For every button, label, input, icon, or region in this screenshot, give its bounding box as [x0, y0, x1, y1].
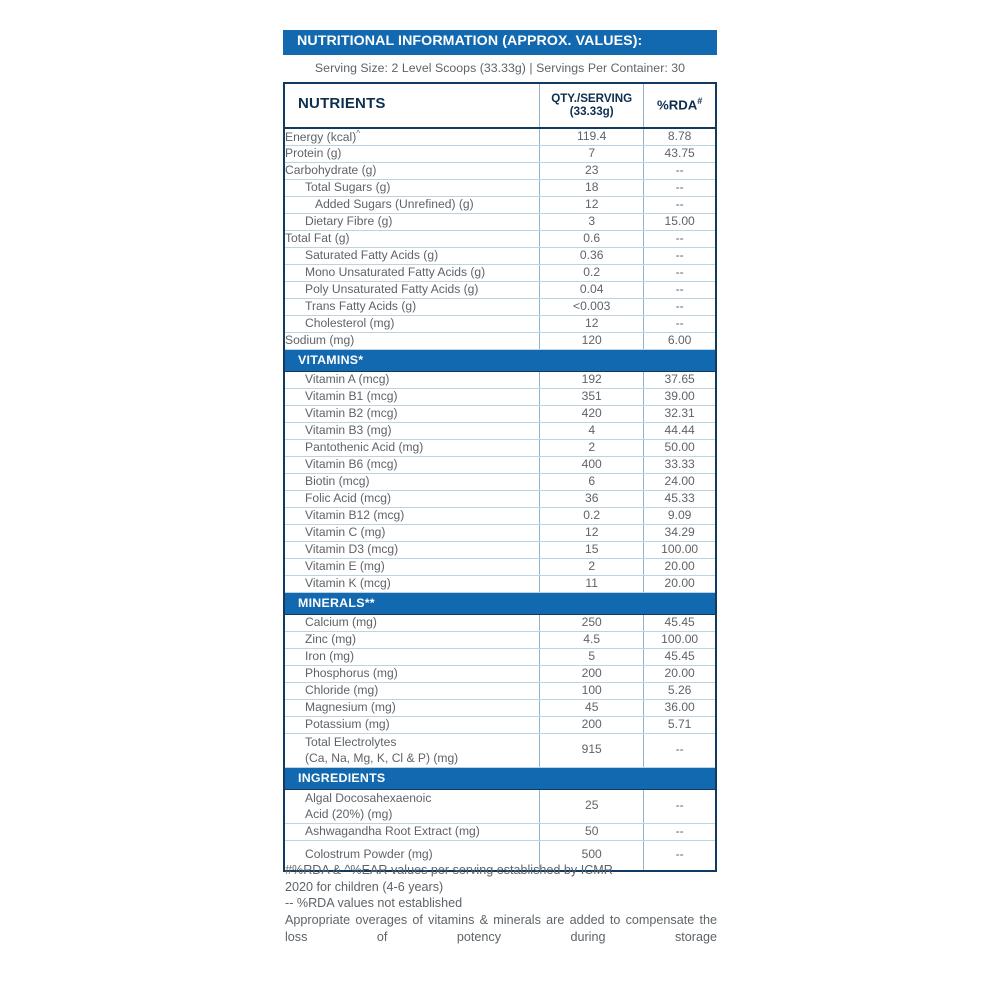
column-header-qty-line2: (33.33g) — [569, 104, 614, 118]
nutrition-table — [285, 84, 715, 870]
footnote-line: Appropriate overages of vitamins & minerals are added to compensate the loss of potency during storage — [285, 913, 717, 944]
nutrient-name: Vitamin B1 (mcg) — [285, 388, 540, 405]
nutrient-rda-value: 45.45 — [644, 648, 715, 665]
table-row — [285, 507, 715, 524]
table-row — [285, 558, 715, 575]
column-header-rda — [644, 84, 715, 128]
nutrient-name: Saturated Fatty Acids (g) — [285, 247, 540, 264]
nutrient-rda-value: 44.44 — [644, 422, 715, 439]
nutrient-rda-value: 43.75 — [644, 145, 715, 162]
nutrient-qty-value: 0.04 — [540, 281, 644, 298]
nutrient-qty-value: 0.6 — [540, 230, 644, 247]
nutrient-name: Mono Unsaturated Fatty Acids (g) — [285, 264, 540, 281]
column-header-rda-label: %RDA — [657, 97, 698, 113]
table-row — [285, 789, 715, 823]
nutrient-rda-value: 100.00 — [644, 631, 715, 648]
table-row — [285, 823, 715, 840]
nutrient-rda-value: -- — [644, 281, 715, 298]
nutrition-panel — [283, 30, 717, 872]
nutrient-rda-value: -- — [644, 162, 715, 179]
table-row — [285, 230, 715, 247]
nutrient-name: Total Sugars (g) — [285, 179, 540, 196]
nutrient-qty-value: 36 — [540, 490, 644, 507]
nutrient-rda-value: -- — [644, 733, 715, 767]
table-header-row — [285, 84, 715, 128]
nutrient-name: Chloride (mg) — [285, 682, 540, 699]
nutrient-name: Algal Docosahexaenoic Acid (20%) (mg) — [285, 789, 540, 823]
column-header-qty-line1: QTY./SERVING — [551, 91, 633, 105]
nutrient-name: Vitamin B6 (mcg) — [285, 456, 540, 473]
table-row — [285, 388, 715, 405]
nutrient-name: Iron (mg) — [285, 648, 540, 665]
nutrient-qty-value: 45 — [540, 699, 644, 716]
nutrient-rda-value: -- — [644, 196, 715, 213]
nutrient-rda-value: 39.00 — [644, 388, 715, 405]
table-row — [285, 648, 715, 665]
nutrient-rda-value: 20.00 — [644, 665, 715, 682]
nutrient-name: Vitamin B12 (mcg) — [285, 507, 540, 524]
nutrient-qty-value: 18 — [540, 179, 644, 196]
nutrient-rda-value: 50.00 — [644, 439, 715, 456]
nutrient-qty-value: 11 — [540, 575, 644, 592]
nutrient-qty-value: 0.2 — [540, 507, 644, 524]
column-header-qty-per-serving — [540, 84, 644, 128]
nutrient-qty-value: 119.4 — [540, 128, 644, 145]
nutrient-qty-value: 2 — [540, 558, 644, 575]
nutrient-rda-value: -- — [644, 179, 715, 196]
table-row — [285, 371, 715, 388]
table-row — [285, 405, 715, 422]
table-row — [285, 524, 715, 541]
table-header — [285, 84, 715, 128]
table-row — [285, 665, 715, 682]
nutrient-rda-value: -- — [644, 230, 715, 247]
nutrient-qty-value: 50 — [540, 823, 644, 840]
nutrient-rda-value: 37.65 — [644, 371, 715, 388]
nutrient-qty-value: 200 — [540, 665, 644, 682]
table-row — [285, 575, 715, 592]
footnote-line: #%RDA & ^%EAR values per serving established by ICMR — [285, 863, 613, 877]
nutrient-rda-value: -- — [644, 264, 715, 281]
nutrient-rda-value: -- — [644, 315, 715, 332]
nutrient-qty-value: 23 — [540, 162, 644, 179]
nutrient-rda-value: -- — [644, 823, 715, 840]
table-row — [285, 247, 715, 264]
nutrient-rda-value: -- — [644, 840, 715, 870]
nutrient-rda-value: 20.00 — [644, 575, 715, 592]
nutrient-qty-value: 6 — [540, 473, 644, 490]
nutrient-name: Energy (kcal)^ — [285, 128, 540, 145]
table-row — [285, 490, 715, 507]
table-section-header — [285, 592, 715, 614]
table-row — [285, 456, 715, 473]
table-row — [285, 315, 715, 332]
nutrient-name: Phosphorus (mg) — [285, 665, 540, 682]
rda-footnote-marker: # — [697, 96, 703, 106]
nutrient-name: Colostrum Powder (mg) — [305, 847, 433, 862]
table-row — [285, 541, 715, 558]
nutrient-rda-value: 34.29 — [644, 524, 715, 541]
nutrient-qty-value: 192 — [540, 371, 644, 388]
nutrient-name: Calcium (mg) — [285, 614, 540, 631]
footnote-line: 2020 for children (4-6 years) — [285, 879, 444, 894]
nutrient-name: Carbohydrate (g) — [285, 162, 540, 179]
nutrient-qty-value: 4.5 — [540, 631, 644, 648]
nutrient-qty-value: 7 — [540, 145, 644, 162]
nutrient-qty-value: 250 — [540, 614, 644, 631]
nutrient-rda-value: 5.71 — [644, 716, 715, 733]
nutrient-qty-value: 420 — [540, 405, 644, 422]
nutrient-name: Ashwagandha Root Extract (mg) — [285, 823, 540, 840]
footnotes — [285, 862, 717, 962]
nutrient-qty-value: 0.2 — [540, 264, 644, 281]
table-row — [285, 439, 715, 456]
nutrient-qty-value: 15 — [540, 541, 644, 558]
footnote-line: -- %RDA values not established — [285, 896, 463, 911]
nutrient-name: Cholesterol (mg) — [285, 315, 540, 332]
nutrient-qty-value: 4 — [540, 422, 644, 439]
section-header-label: INGREDIENTS — [285, 767, 715, 789]
nutrient-name: Potassium (mg) — [285, 716, 540, 733]
nutrient-qty-value: 5 — [540, 648, 644, 665]
nutrient-name: Vitamin D3 (mcg) — [285, 541, 540, 558]
table-row — [285, 196, 715, 213]
nutrient-name: Folic Acid (mcg) — [285, 490, 540, 507]
nutrient-rda-value: 24.00 — [644, 473, 715, 490]
table-row — [285, 145, 715, 162]
nutrient-rda-value: 100.00 — [644, 541, 715, 558]
nutrient-name: Vitamin B3 (mg) — [285, 422, 540, 439]
nutrient-name: Sodium (mg) — [285, 332, 540, 349]
nutrient-rda-value: 45.45 — [644, 614, 715, 631]
nutrient-rda-value: 15.00 — [644, 213, 715, 230]
table-row — [285, 614, 715, 631]
nutrient-qty-value: 0.36 — [540, 247, 644, 264]
nutrient-name: Dietary Fibre (g) — [285, 213, 540, 230]
section-header-label: VITAMINS* — [285, 349, 715, 371]
nutrient-qty-value: 915 — [540, 733, 644, 767]
table-row — [285, 716, 715, 733]
nutrient-name: Added Sugars (Unrefined) (g) — [285, 196, 540, 213]
table-row — [285, 128, 715, 145]
nutrient-qty-value: 120 — [540, 332, 644, 349]
table-row — [285, 733, 715, 767]
nutrient-rda-value: 9.09 — [644, 507, 715, 524]
nutrient-rda-value: 45.33 — [644, 490, 715, 507]
nutrition-table-shell — [283, 82, 717, 872]
nutrient-name: Protein (g) — [285, 145, 540, 162]
nutrient-name: Zinc (mg) — [285, 631, 540, 648]
table-row — [285, 213, 715, 230]
nutrient-rda-value: 32.31 — [644, 405, 715, 422]
table-row — [285, 179, 715, 196]
table-section-header — [285, 767, 715, 789]
nutrient-rda-value: 20.00 — [644, 558, 715, 575]
nutrient-qty-value: 12 — [540, 524, 644, 541]
nutrient-qty-value: 500 — [540, 840, 644, 870]
table-row — [285, 631, 715, 648]
nutrient-qty-value: <0.003 — [540, 298, 644, 315]
nutrient-rda-value: 6.00 — [644, 332, 715, 349]
table-row — [285, 264, 715, 281]
column-header-nutrients: NUTRIENTS — [285, 84, 540, 128]
table-row — [285, 281, 715, 298]
nutrient-qty-value: 25 — [540, 789, 644, 823]
nutrient-rda-value: -- — [644, 247, 715, 264]
nutrient-rda-value: 5.26 — [644, 682, 715, 699]
nutrient-qty-value: 3 — [540, 213, 644, 230]
nutrient-name: Magnesium (mg) — [285, 699, 540, 716]
nutrient-qty-value: 2 — [540, 439, 644, 456]
nutrient-rda-value: 8.78 — [644, 128, 715, 145]
table-section-header — [285, 349, 715, 371]
nutrient-qty-value: 12 — [540, 315, 644, 332]
nutrient-name: Biotin (mcg) — [285, 473, 540, 490]
nutrient-name: Vitamin E (mg) — [285, 558, 540, 575]
page-title: NUTRITIONAL INFORMATION (APPROX. VALUES): — [283, 30, 717, 55]
table-row — [285, 162, 715, 179]
table-row — [285, 332, 715, 349]
nutrient-rda-value: -- — [644, 298, 715, 315]
nutrient-qty-value: 351 — [540, 388, 644, 405]
nutrient-footnote-marker: ^ — [356, 128, 361, 138]
section-header-label: MINERALS** — [285, 592, 715, 614]
nutrient-name: Poly Unsaturated Fatty Acids (g) — [285, 281, 540, 298]
nutrient-name: Trans Fatty Acids (g) — [285, 298, 540, 315]
table-row — [285, 298, 715, 315]
nutrient-name: Pantothenic Acid (mg) — [285, 439, 540, 456]
table-row — [285, 699, 715, 716]
nutrient-name: Vitamin K (mcg) — [285, 575, 540, 592]
nutrient-rda-value: 33.33 — [644, 456, 715, 473]
nutrient-name: Vitamin B2 (mcg) — [285, 405, 540, 422]
table-row — [285, 682, 715, 699]
nutrient-name: Vitamin C (mg) — [285, 524, 540, 541]
nutrient-name: Total Electrolytes (Ca, Na, Mg, K, Cl & P) (mg) — [285, 733, 540, 767]
serving-size-line: Serving Size: 2 Level Scoops (33.33g) | Servings Per Container: 30 — [314, 60, 686, 75]
table-row — [285, 422, 715, 439]
nutrient-name: Vitamin A (mcg) — [285, 371, 540, 388]
nutrient-name: Total Fat (g) — [285, 230, 540, 247]
nutrient-rda-value: 36.00 — [644, 699, 715, 716]
nutrient-qty-value: 200 — [540, 716, 644, 733]
nutrient-qty-value: 400 — [540, 456, 644, 473]
table-row — [285, 473, 715, 490]
table-body — [285, 128, 715, 870]
nutrient-rda-value: -- — [644, 789, 715, 823]
nutrient-qty-value: 100 — [540, 682, 644, 699]
nutrient-qty-value: 12 — [540, 196, 644, 213]
